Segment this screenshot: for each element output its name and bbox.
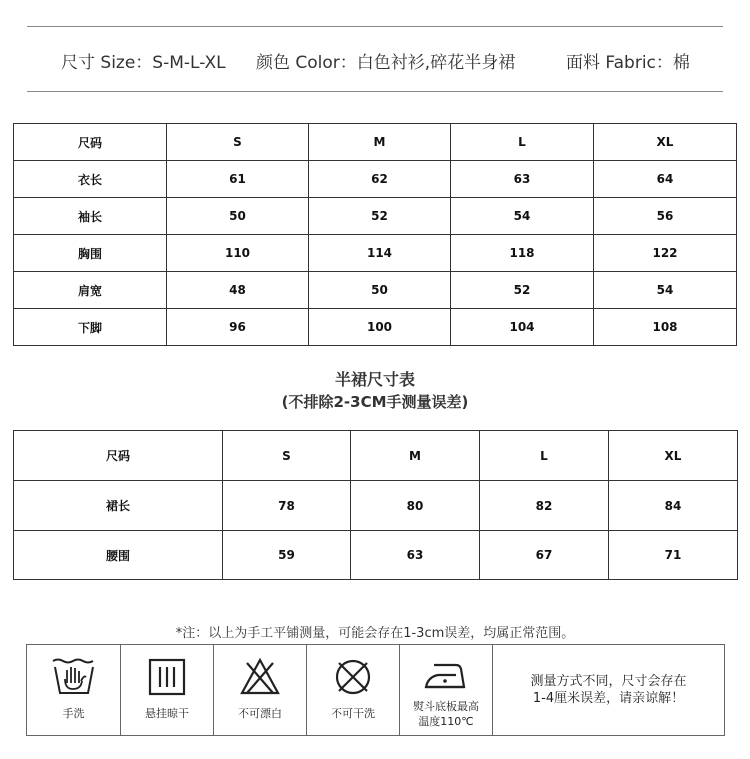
table-row <box>14 235 737 272</box>
table-cell: 108 <box>594 309 737 346</box>
skirt-subtitle: (不排除2-3CM手测量误差) <box>281 393 469 411</box>
table-cell: 104 <box>451 309 594 346</box>
hand-wash-icon <box>51 657 97 697</box>
no-bleach-icon <box>239 657 281 697</box>
row-label: 腰围 <box>14 531 223 580</box>
table-cell: 100 <box>309 309 451 346</box>
table-header-row <box>14 431 738 481</box>
header-cell: L <box>480 431 609 481</box>
no-dry-clean-icon <box>333 657 373 697</box>
care-instructions <box>26 644 725 736</box>
table-cell: 54 <box>451 198 594 235</box>
top-size-table <box>13 123 737 346</box>
info-divider <box>27 91 723 92</box>
row-label: 裙长 <box>14 481 223 531</box>
table-cell: 118 <box>451 235 594 272</box>
table-cell: 110 <box>167 235 309 272</box>
row-label: 衣长 <box>14 161 167 198</box>
row-label: 胸围 <box>14 235 167 272</box>
care-hand-wash <box>27 645 121 735</box>
row-label: 肩宽 <box>14 272 167 309</box>
table-cell: 122 <box>594 235 737 272</box>
table-cell: 82 <box>480 481 609 531</box>
table-cell: 67 <box>480 531 609 580</box>
table-cell: 52 <box>309 198 451 235</box>
table-header-row <box>14 124 737 161</box>
iron-label-line2: 温度110℃ <box>418 715 474 728</box>
table-cell: 52 <box>451 272 594 309</box>
table-cell: 63 <box>451 161 594 198</box>
table-row <box>14 531 738 580</box>
table-cell: 78 <box>223 481 351 531</box>
care-label: 不可干洗 <box>331 707 375 720</box>
header-cell: S <box>223 431 351 481</box>
header-cell: S <box>167 124 309 161</box>
table-cell: 64 <box>594 161 737 198</box>
header-cell: XL <box>594 124 737 161</box>
care-note <box>493 645 724 735</box>
care-iron <box>400 645 493 735</box>
table-row <box>14 272 737 309</box>
table-cell: 56 <box>594 198 737 235</box>
top-divider <box>27 26 723 27</box>
table-cell: 84 <box>609 481 738 531</box>
table-cell: 61 <box>167 161 309 198</box>
table-cell: 114 <box>309 235 451 272</box>
table-cell: 80 <box>351 481 480 531</box>
color-label: 颜色 Color：白色衬衫,碎花半身裙 <box>256 53 516 73</box>
care-label: 手洗 <box>62 707 85 720</box>
table-cell: 59 <box>223 531 351 580</box>
header-cell: XL <box>609 431 738 481</box>
size-label: 尺寸 Size：S-M-L-XL <box>61 53 226 73</box>
hang-dry-icon <box>147 657 187 697</box>
care-note-line1: 测量方式不同，尺寸会存在 <box>530 674 687 689</box>
product-info-bar <box>0 44 750 74</box>
table-cell: 48 <box>167 272 309 309</box>
table-cell: 96 <box>167 309 309 346</box>
header-cell: 尺码 <box>14 124 167 161</box>
table-cell: 50 <box>309 272 451 309</box>
care-label: 悬挂晾干 <box>145 707 189 720</box>
skirt-title: 半裙尺寸表 <box>334 370 415 389</box>
iron-icon <box>422 657 470 693</box>
row-label: 下脚 <box>14 309 167 346</box>
table-row <box>14 161 737 198</box>
skirt-size-table <box>13 430 738 580</box>
care-label: 不可漂白 <box>238 707 282 720</box>
header-cell: 尺码 <box>14 431 223 481</box>
header-cell: L <box>451 124 594 161</box>
table-row <box>14 198 737 235</box>
measurement-note: *注：以上为手工平铺测量，可能会存在1-3cm误差，均属正常范围。 <box>175 626 575 641</box>
table-row <box>14 309 737 346</box>
row-label: 袖长 <box>14 198 167 235</box>
care-no-bleach <box>214 645 307 735</box>
table-cell: 62 <box>309 161 451 198</box>
table-cell: 63 <box>351 531 480 580</box>
iron-label-line1: 熨斗底板最高 <box>413 700 479 713</box>
header-cell: M <box>351 431 480 481</box>
table-cell: 50 <box>167 198 309 235</box>
table-cell: 71 <box>609 531 738 580</box>
table-cell: 54 <box>594 272 737 309</box>
fabric-label: 面料 Fabric：棉 <box>566 53 690 73</box>
table-row <box>14 481 738 531</box>
header-cell: M <box>309 124 451 161</box>
care-label <box>400 699 492 729</box>
care-no-dry-clean <box>307 645 400 735</box>
care-hang-dry <box>121 645 214 735</box>
care-note-line2: 1-4厘米误差，请亲谅解！ <box>532 691 685 706</box>
